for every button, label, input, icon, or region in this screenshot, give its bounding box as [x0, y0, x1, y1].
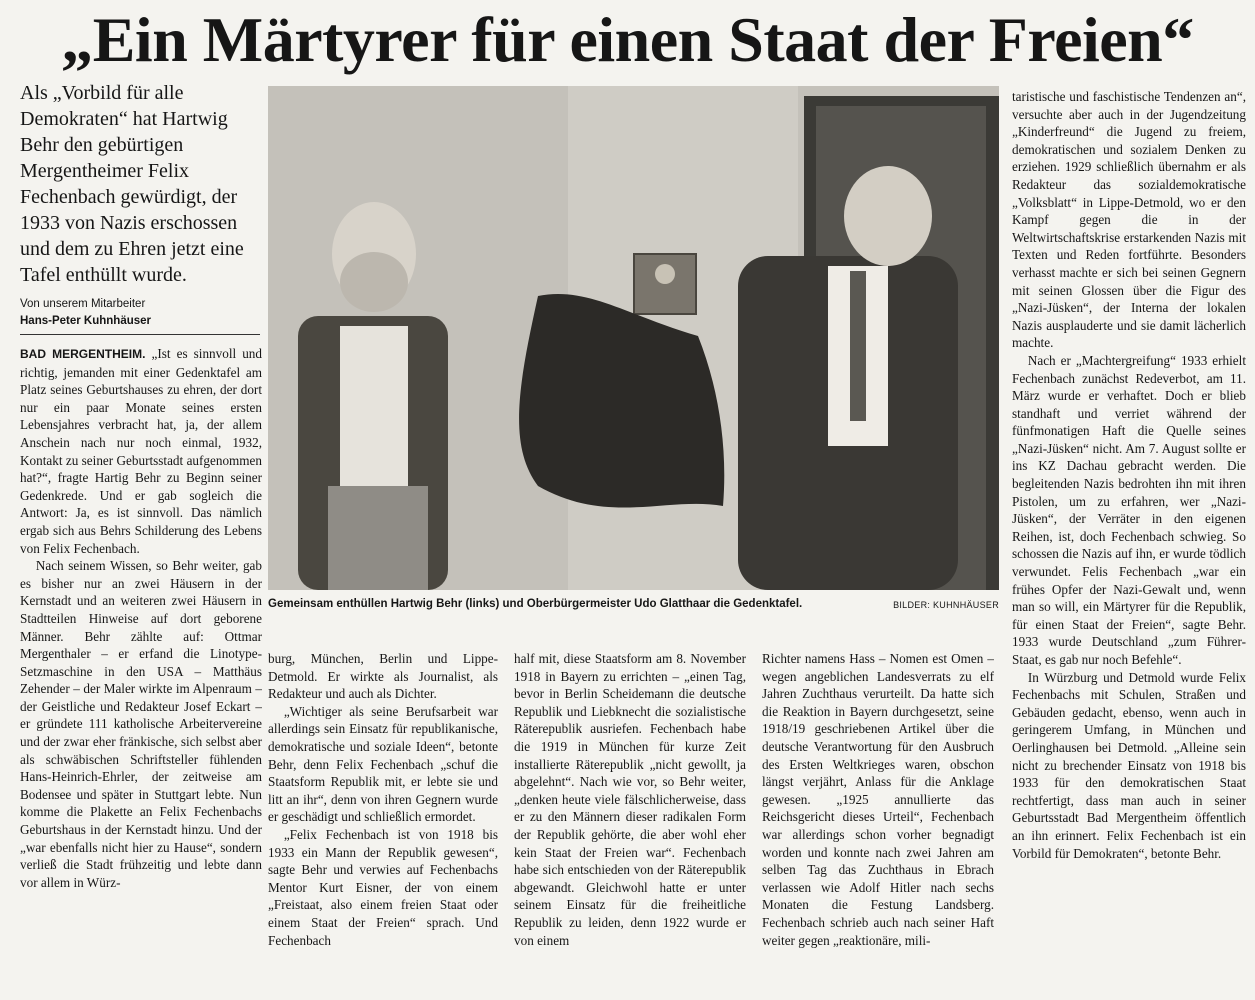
article-paragraph: half mit, diese Staatsform am 8. November 1918 in Bayern zu errichten – „einen Tag, bevor in Berlin Scheidemann die deutsche Republik und Liebknecht die sozialistische Räterepublik ausriefen. Fechenbach habe die 1919 in München für kurze Zeit installierte Räterepublik „nicht gewollt, ja abgelehnt“. Nach wie vor, so Behr weiter, „denken heute viele fälschlicherweise, dass er zu den Männern dieser radikalen Form der Republik gehörte, die aber wohl eher kein Staat der Freien war“. Fechenbach habe sich entschieden von der Räterepublik abgewandt. Gleichwohl hatte er unter seinem Einsatz für die freiheitliche Republik zu leiden, denn 1922 wurde er von einem: [514, 651, 746, 948]
article-paragraph: [20, 345, 262, 557]
article-paragraph: Nach er „Machtergreifung“ 1933 erhielt Fechenbach zunächst Redeverbot, am 11. März wurde er verhaftet. Doch er blieb standhaft und verriet während der fünfmonatigen Haft die Quelle seines „Nazi-Jüsken“ nicht. Am 7. August sollte er ins KZ Dachau gebracht werden. Die begleitenden Nazis bedrohten ihn mit ihren Pistolen, um zu erfahren, wer „Nazi-Jüsken“, der Verräter in den eigenen Reihen, ist, doch Fechenbach schwieg. So schossen die Nazis auf ihn, er wurde tödlich verwundet. Felis Fechenbach „war ein frühes Opfer der Nazi-Gewalt und, wenn man so will, ein Märtyrer für die Republik, für einen Staat der Freien“, sagte Behr. 1933 wurde Deutschland „zum Führer-Staat, es gab nur noch Befehle“.: [1012, 352, 1246, 667]
byline: [20, 296, 260, 330]
photo-illustration: [268, 86, 999, 590]
left-man-trousers-shape: [328, 486, 428, 590]
photo: [268, 86, 999, 590]
article-column-3: [514, 650, 746, 990]
caption-text: Gemeinsam enthüllen Hartwig Behr (links) und Oberbürgermeister Udo Glatthaar die Gedenktafel.: [268, 598, 803, 610]
article-paragraph: burg, München, Berlin und Lippe-Detmold. Er wirkte als Journalist, als Redakteur und auch als Dichter.: [268, 651, 498, 702]
byline-prefix: Von unserem Mitarbeiter: [20, 298, 146, 310]
left-man-beard-shape: [340, 252, 408, 312]
article-paragraph: Richter namens Hass – Nomen est Omen – wegen angeblichen Landesverrats zu elf Jahren Zuchthaus verurteilt. Da hatte sich die Reaktion in Bayern durchgesetzt, seine 1918/19 geschriebenen Artikel über die deutsche Verantwortung für den Ausbruch des Ersten Weltkrieges waren, obschon längst verjährt, Anlass für die Anklage gewesen. „1925 annullierte das Reichsgericht dieses Urteil“, Fechenbach war allerdings schon vorher begnadigt worden und konnte nach zwei Jahren am selben Tag das Zuchthaus in Ebrach verlassen wie Adolf Hitler nach sechs Monaten die Festung Landsberg. Fechenbach schrieb auch nach seiner Haft weiter gegen „reaktionäre, mili-: [762, 651, 994, 948]
right-man-head-shape: [844, 166, 932, 266]
article-paragraph: Nach seinem Wissen, so Behr weiter, gab es bisher nur an zwei Häusern in der Kernstadt und an weiteren zwei Häusern in Stadtteilen Hinweise auf dort geborene Männer. Behr zählte auf: Ottmar Mergenthaler – er erfand die Linotype-Setzmaschine in den USA – Matthäus Zehender – der Maler wirkte im Alpenraum – der Geistliche und Redakteur Josef Eckart – er gründete 111 katholische Arbeitervereine und der zwar eher fränkische, sich selbst aber als schwäbischen Schriftsteller fühlenden Hans-Heinrich-Ehrler, der zeitweise am Bodensee und später in Stuttgart lebte. Nun komme die Plakette an Felix Fechenbachs Geburtshaus in der Kernstadt hinzu. Und der „war ebenfalls nicht hier zu Hause“, sondern verließ die Stadt frühzeitig und lebte dann vor allem in Würz-: [20, 558, 262, 890]
article-paragraph: In Würzburg und Detmold wurde Felix Fechenbachs mit Schulen, Straßen und Gebäuden gedacht, ebenso, wenn auch in geringerem Umfang, in München und Oerlinghausen bei Detmold. „Alleine sein nicht zu brechender Einsatz von 1918 bis 1933 für den demokratischen Staat rechtfertigt, dass man auch in seiner Geburtsstadt Bad Mergentheim öffentlich an ihn erinnert. Felix Fechenbach ist ein Vorbild für Demokraten“, betonte Behr.: [1012, 669, 1246, 861]
paragraph-text: „Ist es sinnvoll und richtig, jemanden mit einer Gedenktafel am Platz seines Geburtshauses zu ehren, der dort nur ein paar Monate seines ersten Lebensjahres verbracht hat, ja, der allem Anschein nach nur noch einmal, 1932, Kontakt zu seiner Geburtsstadt aufgenommen hat?“, fragte Hartig Behr zu Beginn seiner Gedenkrede. Und er gab sogleich die Antwort: Ja, es ist sinnvoll. Das nämlich ergab sich aus Behrs Schilderung des Lebens von Felix Fechenbach.: [20, 346, 262, 556]
photo-credit: BILDER: KUHNHÄUSER: [893, 600, 999, 610]
article-paragraph: „Wichtiger als seine Berufsarbeit war allerdings sein Einsatz für republikanische, demokratische und soziale Ideen“, betonte Behr, denn Felix Fechenbach „schuf die Staatsform Republik mit, er lebte sie und litt an ihr“, denn von ihren Gegnern wurde er geschädigt und schließlich ermordet.: [268, 703, 498, 825]
photo-caption: [268, 596, 999, 616]
article-column-4: [762, 650, 994, 990]
article-column-5: [1012, 88, 1246, 988]
byline-divider: [20, 334, 260, 335]
right-man-tie-shape: [850, 271, 866, 421]
article-column-1: [20, 345, 262, 985]
plaque-portrait-shape: [655, 264, 675, 284]
byline-author: Hans-Peter Kuhnhäuser: [20, 315, 152, 327]
article-paragraph: taristische und faschistische Tendenzen an“, versuchte aber auch in der Jugendzeitung „Kinderfreund“ die Jugend zu freiem, demokratischen und sozialem Denken zu erziehen. 1929 schließlich übernahm er als Redakteur das sozialdemokratische „Volksblatt“ in Lippe-Detmold, wo er den Kampf gegen die in der Weltwirtschaftskrise erstarkenden Nazis mit Texten und Reden fortführte. Besonders verhasst machte er sich bei seinen Gegnern mit seinen Glossen über die Figur des „Nazi-Jüsken“, der Interna der lokalen Nazis ausplauderte und sie damit lächerlich machte.: [1012, 89, 1246, 351]
article-paragraph: „Felix Fechenbach ist von 1918 bis 1933 ein Mann der Republik gewesen“, sagte Behr und verwies auf Fechenbachs Mentor Kurt Eisner, der von einem „Freistaat, also einem freien Staat oder einem Staat der Freien“ sprach. Und Fechenbach: [268, 826, 498, 948]
lead-paragraph: Als „Vorbild für alle Demokraten“ hat Hartwig Behr den gebürtigen Mergentheimer Felix Fechenbach gewürdigt, der 1933 von Nazis erschossen und dem zu Ehren jetzt eine Tafel enthüllt wurde.: [20, 82, 244, 286]
article-column-2: [268, 650, 498, 990]
headline: „Ein Märtyrer für einen Staat der Freien“: [61, 4, 1194, 75]
dateline: BAD MERGENTHEIM.: [20, 347, 146, 361]
